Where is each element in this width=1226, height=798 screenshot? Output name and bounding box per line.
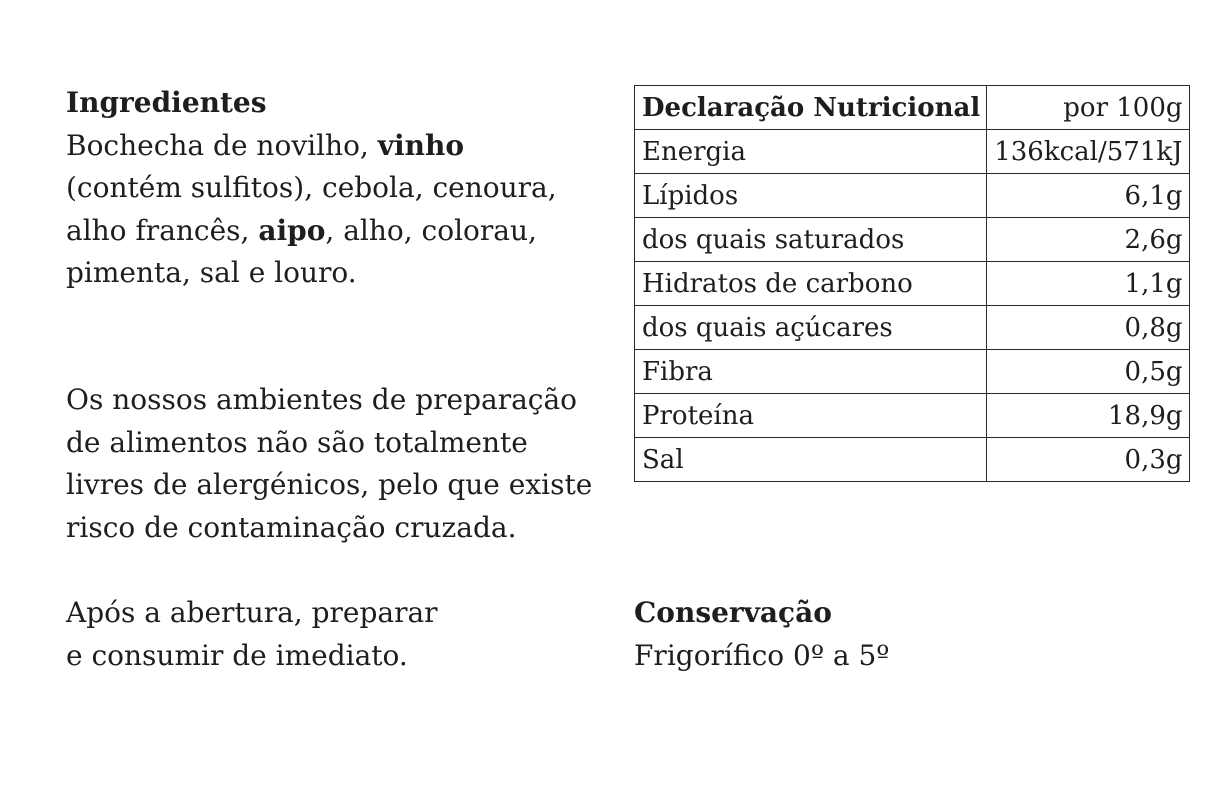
nutrient-value: 0,8g [987, 306, 1189, 350]
nutrition-header-name: Declaração Nutricional [635, 86, 987, 130]
table-row [635, 438, 1190, 482]
allergen-wine: vinho [377, 128, 465, 162]
nutrient-value: 6,1g [987, 174, 1189, 218]
ingredients-line-4: pimenta, sal e louro. [66, 256, 357, 289]
conservation-section [634, 592, 1174, 677]
opening-instructions [66, 592, 606, 677]
nutrient-name: dos quais açúcares [635, 306, 987, 350]
table-row [635, 350, 1190, 394]
opening-line: e consumir de imediato. [66, 638, 408, 672]
ingredients-text: , alho, colorau, [325, 213, 537, 247]
table-row [635, 130, 1190, 174]
nutrient-value: 2,6g [987, 218, 1189, 262]
table-row [635, 174, 1190, 218]
nutrient-value: 18,9g [987, 394, 1189, 438]
allergen-line: risco de contaminação cruzada. [66, 510, 517, 544]
table-row [635, 218, 1190, 262]
table-row [635, 306, 1190, 350]
ingredients-heading: Ingredientes [66, 86, 267, 119]
allergen-warning [66, 379, 611, 549]
nutrient-name: dos quais saturados [635, 218, 987, 262]
nutrient-value: 1,1g [987, 262, 1189, 306]
conservation-heading: Conservação [634, 596, 832, 629]
nutrient-name: Proteína [635, 394, 987, 438]
ingredients-line-3 [66, 210, 606, 253]
ingredients-text: Bochecha de novilho, [66, 128, 378, 162]
nutrition-table [634, 85, 1190, 482]
conservation-text: Frigorífico 0º a 5º [634, 638, 890, 672]
nutrient-name: Hidratos de carbono [635, 262, 987, 306]
table-row [635, 394, 1190, 438]
allergen-line: Os nossos ambientes de preparação [66, 383, 577, 416]
table-row [635, 262, 1190, 306]
ingredients-section [66, 82, 606, 295]
ingredients-text: alho francês, [66, 213, 259, 247]
ingredients-line-1 [66, 125, 606, 168]
allergen-celery: aipo [258, 213, 326, 247]
opening-line: Após a abertura, preparar [66, 596, 438, 629]
nutrient-value: 0,3g [987, 438, 1189, 482]
nutrient-name: Sal [635, 438, 987, 482]
allergen-line: de alimentos não são totalmente [66, 425, 528, 459]
nutrient-name: Energia [635, 130, 987, 174]
nutrition-header-value: por 100g [987, 86, 1189, 130]
nutrient-name: Lípidos [635, 174, 987, 218]
nutrient-value: 136kcal/571kJ [987, 130, 1189, 174]
ingredients-line-2: (contém sulfitos), cebola, cenoura, [66, 171, 557, 204]
nutrient-value: 0,5g [987, 350, 1189, 394]
nutrition-header-row [635, 86, 1190, 130]
allergen-line: livres de alergénicos, pelo que existe [66, 468, 593, 501]
nutrient-name: Fibra [635, 350, 987, 394]
